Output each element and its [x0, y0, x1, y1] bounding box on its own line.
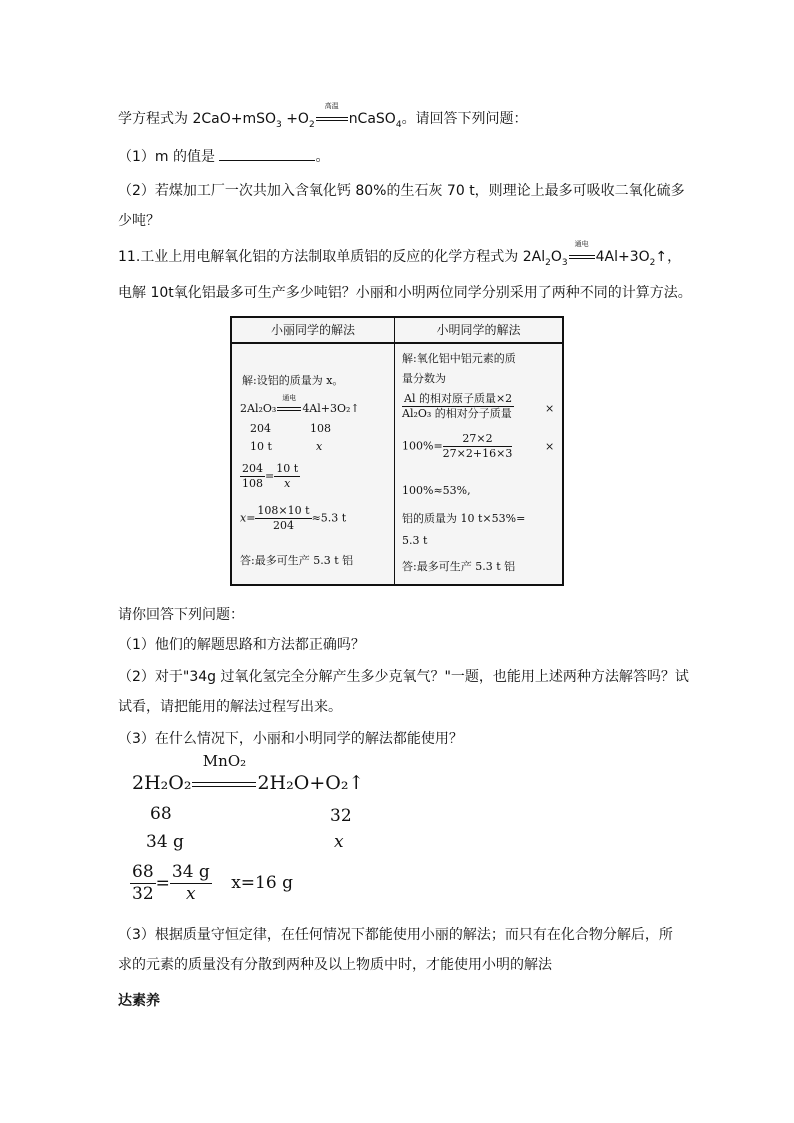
fraction	[274, 462, 300, 491]
answer-val2: x	[334, 832, 344, 852]
question-text: （1）m 的值是	[118, 149, 215, 165]
condition-label: 通电	[574, 240, 589, 248]
question-text: 。	[315, 149, 330, 165]
fraction	[255, 504, 311, 533]
eq-text: nCaSO	[348, 111, 396, 127]
q11-line1	[118, 240, 682, 268]
solution-comparison-table	[230, 316, 564, 586]
fraction	[170, 862, 212, 906]
numerator: 10 t	[276, 462, 299, 475]
q11-text: 11.工业上用电解氧化铝的方法制取单质铝的反应的化学方程式为 2Al	[118, 249, 546, 265]
numerator: Al 的相对原子质量×2	[404, 392, 513, 405]
numerator: 204	[242, 462, 263, 475]
left-mass2: 108	[310, 422, 331, 435]
right-line5: 100%≈53%,	[402, 484, 471, 497]
left-header: 小丽同学的解法	[270, 323, 355, 337]
eq-text: 学方程式为 2CaO+mSO	[118, 111, 277, 127]
fraction	[443, 432, 513, 461]
section-heading: 达素养	[118, 993, 160, 1009]
answer-ratio: $\frac{68}{32}$ = $\frac{34 g}{x}$ x=16 g	[132, 862, 293, 905]
eq-part: 4Al+3O₂↑	[302, 402, 360, 415]
denominator: Al₂O₃ 的相对分子质量	[402, 406, 512, 420]
denominator: 27×2+16×3	[442, 446, 513, 460]
left-val2: x	[316, 440, 323, 453]
reaction-condition	[315, 102, 349, 127]
eq-sub: 4	[395, 119, 402, 130]
left-ratio: $\frac{204}{108}$ = $\frac{10 t}{x}$	[242, 462, 299, 490]
denominator: 204	[272, 518, 294, 532]
x-result: ≈5.3 t	[311, 511, 347, 525]
left-mass1: 204	[250, 422, 271, 435]
right-header: 小明同学的解法	[436, 323, 521, 337]
eq-text: +O	[281, 111, 309, 127]
column-divider	[394, 318, 395, 584]
numerator: 68	[130, 862, 156, 884]
eq-sub: 3	[561, 257, 568, 268]
left-equation	[240, 394, 360, 415]
q11-line2: 电解 10t氧化铝最多可生产多少吨铝？小丽和小明两位同学分别采用了两种不同的计算方法。	[118, 285, 692, 301]
answer-blank[interactable]	[219, 148, 315, 161]
eq-text: 。请回答下列问题：	[401, 111, 528, 127]
answer3-line1: （3）根据质量守恒定律，在任何情况下都能使用小丽的解法；而只有在化合物分解后，所	[118, 927, 673, 943]
eq-part: 2H₂O₂	[132, 772, 192, 794]
answer-mass1: 68	[150, 804, 172, 824]
denominator: x	[284, 476, 291, 490]
catalyst-label: MnO₂	[202, 752, 247, 770]
reaction-condition	[276, 394, 302, 415]
x-eq: x=	[240, 511, 256, 525]
right-answer: 答:最多可生产 5.3 t 铝	[402, 560, 516, 573]
question-3: （3）在什么情况下，小丽和小明同学的解法都能使用？	[118, 731, 463, 747]
left-let: 解:设铝的质量为 x。	[242, 374, 344, 387]
right-fraction1	[402, 392, 514, 421]
fraction	[402, 392, 514, 421]
right-fraction2	[402, 432, 512, 461]
denominator: 108	[242, 476, 263, 490]
reaction-condition	[568, 240, 596, 265]
q11-text: ↑，	[655, 249, 682, 265]
reaction-condition	[191, 752, 257, 794]
left-val1: 10 t	[250, 440, 272, 453]
answer3-line2: 求的元素的质量没有分散到两种及以上物质中时，才能使用小明的解法	[118, 957, 552, 973]
denominator: 32	[132, 884, 154, 905]
question-1: （1）他们的解题思路和方法都正确吗？	[118, 637, 365, 653]
times-sign: ×	[545, 402, 555, 415]
eq-sub: 2	[545, 257, 551, 268]
numerator: 27×2	[443, 432, 513, 447]
fraction	[130, 862, 156, 906]
right-line7: 5.3 t	[402, 534, 428, 547]
q10-sub2-line1: （2）若煤加工厂一次共加入含氧化钙 80%的生石灰 70 t，则理论上最多可吸收二氧化硫多	[118, 183, 685, 199]
right-line1: 解:氧化铝中铝元素的质	[402, 352, 516, 365]
eq-sub: 2	[649, 257, 656, 268]
denominator: x	[186, 884, 196, 905]
eq-part: 100%=	[402, 439, 443, 453]
times-sign: ×	[545, 440, 555, 453]
answer-mass2: 32	[330, 806, 352, 826]
answer-equation	[132, 752, 365, 794]
right-line2: 量分数为	[402, 372, 446, 385]
q11-text: O	[550, 249, 562, 265]
condition-label: 通电	[282, 394, 297, 402]
table-header	[232, 318, 562, 344]
condition-label: 高温	[324, 102, 339, 110]
numerator: 34 g	[170, 862, 212, 884]
right-line6: 铝的质量为 10 t×53%=	[402, 512, 526, 525]
eq-sub: 2	[308, 119, 315, 130]
question-2-line1: （2）对于"34g 过氧化氢完全分解产生多少克氧气？"一题，也能用上述两种方法解答吗？试	[118, 669, 689, 685]
questions-intro: 请你回答下列问题：	[118, 607, 244, 623]
q11-text: 4Al+3O	[595, 249, 650, 265]
numerator: 108×10 t	[257, 504, 310, 517]
q10-equation-line	[118, 102, 528, 130]
eq-part: 2Al₂O₃	[240, 402, 277, 415]
left-answer: 答:最多可生产 5.3 t 铝	[240, 554, 354, 567]
fraction	[240, 462, 265, 491]
q10-sub2-line2: 少吨？	[118, 213, 160, 229]
eq-part: 2H₂O+O₂↑	[257, 772, 365, 794]
q10-sub1	[118, 146, 329, 166]
question-2-line2: 试看，请把能用的解法过程写出来。	[118, 699, 342, 715]
answer-result: x=16 g	[231, 873, 293, 894]
left-x-calc	[240, 504, 346, 533]
eq-sub: 3	[276, 119, 282, 130]
answer-val1: 34 g	[146, 832, 184, 852]
